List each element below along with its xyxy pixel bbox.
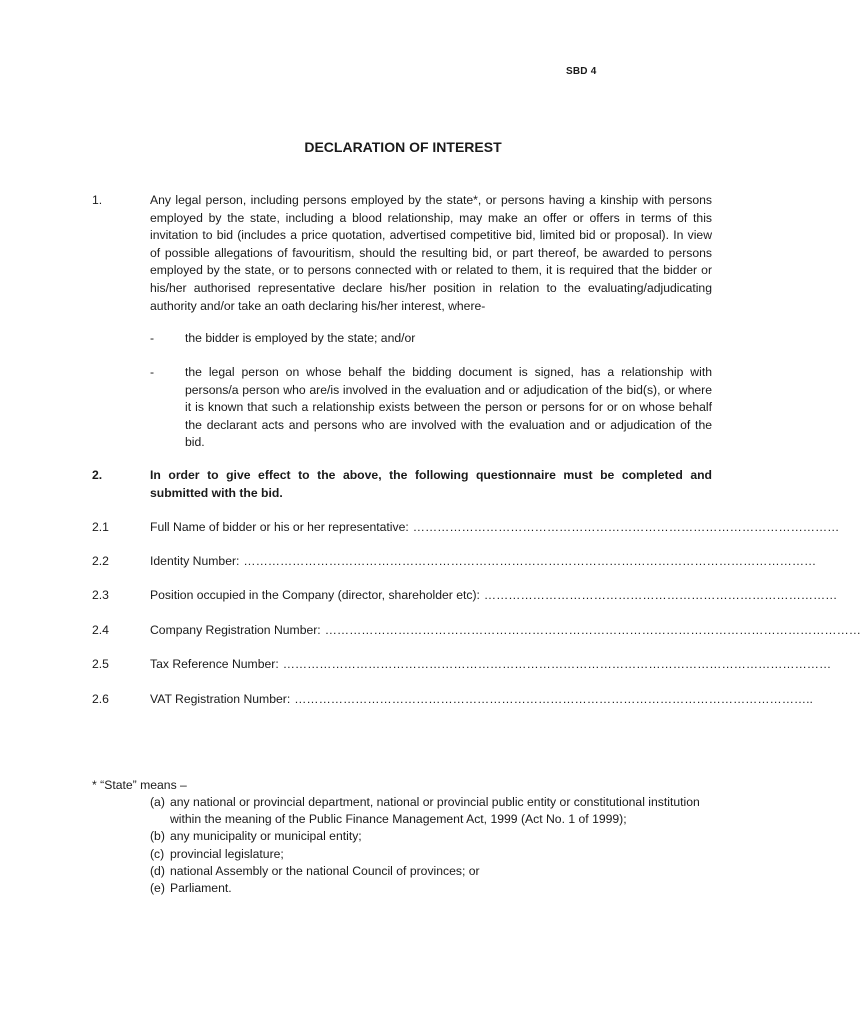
field-blank[interactable]: ……………………………………………………………………………………………………………………… bbox=[282, 657, 832, 671]
field-number: 2.4 bbox=[92, 623, 109, 637]
list-item-text: any municipality or municipal entity; bbox=[170, 829, 362, 844]
list-item-label: (d) bbox=[150, 863, 165, 878]
field-number: 2.1 bbox=[92, 520, 109, 534]
list-item bbox=[150, 880, 720, 897]
list-item-text: provincial legislature; bbox=[170, 846, 284, 861]
bullet-text: the bidder is employed by the state; and/or bbox=[185, 331, 416, 345]
list-item-label: (e) bbox=[150, 881, 165, 896]
field-label: Position occupied in the Company (director, shareholder etc): bbox=[150, 588, 480, 602]
bullet-text: the legal person on whose behalf the bidding document is signed, has a relationship with persons/a person who are/is involved in the evaluation and or adjudication of the bid(s), or where it is known that such a relationship exists between the person or persons for or on whose behalf the declarant acts and persons who are involved with the evaluation and or adjudication of the bid. bbox=[185, 365, 712, 450]
state-definition-footnote bbox=[92, 777, 722, 896]
field-label: Company Registration Number: bbox=[150, 623, 321, 637]
tax-reference-field[interactable] bbox=[150, 656, 832, 673]
list-item bbox=[150, 863, 720, 880]
field-label: Identity Number: bbox=[150, 554, 240, 568]
field-blank[interactable]: …………………………………………………………………………… bbox=[483, 588, 838, 602]
list-item bbox=[150, 846, 720, 863]
field-blank[interactable]: …………………………………………………………………………………………………………………… bbox=[324, 623, 861, 637]
footnote-list bbox=[150, 794, 720, 897]
field-number: 2.2 bbox=[92, 554, 109, 568]
field-number: 2.6 bbox=[92, 692, 109, 706]
field-label: VAT Registration Number: bbox=[150, 692, 291, 706]
field-number: 2.3 bbox=[92, 588, 109, 602]
list-item-text: Parliament. bbox=[170, 881, 232, 896]
bullet-dash: - bbox=[150, 365, 155, 379]
field-blank[interactable]: ……………………………………………………………………………………………………………….. bbox=[294, 692, 813, 706]
section-number: 1. bbox=[92, 193, 103, 207]
section-2 bbox=[92, 467, 712, 507]
field-label: Full Name of bidder or his or her representative: bbox=[150, 520, 409, 534]
page-title: DECLARATION OF INTEREST bbox=[304, 139, 502, 155]
field-blank[interactable]: …………………………………………………………………………………………… bbox=[412, 520, 840, 534]
bullet-item bbox=[92, 330, 712, 350]
company-registration-field[interactable] bbox=[150, 622, 861, 639]
identity-number-field[interactable] bbox=[150, 553, 817, 570]
list-item-label: (c) bbox=[150, 846, 165, 861]
list-item bbox=[150, 794, 720, 828]
field-blank[interactable]: …………………………………………………………………………………………………………………………… bbox=[243, 554, 817, 568]
vat-registration-field[interactable] bbox=[150, 691, 813, 708]
section-1 bbox=[92, 192, 712, 312]
field-label: Tax Reference Number: bbox=[150, 657, 279, 671]
section-2-text: In order to give effect to the above, the following questionnaire must be completed and submitted with the bid. bbox=[150, 468, 712, 500]
list-item-text: national Assembly or the national Council of provinces; or bbox=[170, 863, 480, 878]
document-code: SBD 4 bbox=[566, 66, 597, 77]
full-name-field[interactable] bbox=[150, 519, 840, 536]
position-field[interactable] bbox=[150, 587, 838, 604]
list-item-text: any national or provincial department, national or provincial public entity or constitutional institution within the meaning of the Public Finance Management Act, 1999 (Act No. 1 of 1999); bbox=[170, 795, 700, 827]
section-number: 2. bbox=[92, 468, 103, 482]
bullet-item bbox=[92, 364, 712, 454]
list-item bbox=[150, 828, 720, 845]
list-item-label: (b) bbox=[150, 829, 165, 844]
section-1-paragraph: Any legal person, including persons employed by the state*, or persons having a kinship with persons employed by the state, including a blood relationship, may make an offer or offers in terms of this invitation to bid (includes a price quotation, advertised competitive bid, limited bid or proposal). In view of possible allegations of favouritism, should the resulting bid, or part thereof, be awarded to persons employed by the state, or to persons connected with or related to them, it is required that the bidder or his/her authorised representative declare his/her position in relation to the evaluating/adjudicating authority and/or take an oath declaring his/her interest, where- bbox=[150, 193, 712, 313]
field-number: 2.5 bbox=[92, 657, 109, 671]
footnote-intro: * “State” means – bbox=[92, 778, 187, 792]
list-item-label: (a) bbox=[150, 795, 165, 809]
bullet-dash: - bbox=[150, 331, 155, 345]
